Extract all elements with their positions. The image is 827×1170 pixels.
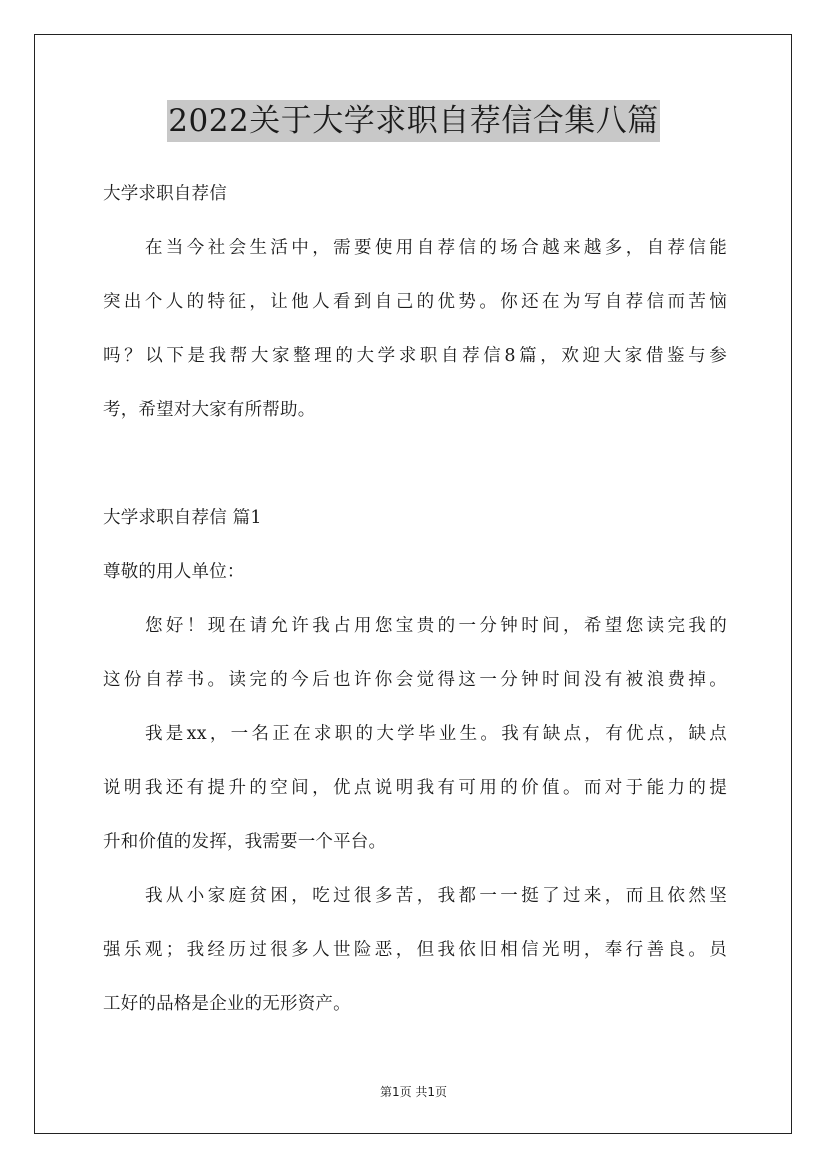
document-title: 2022关于大学求职自荐信合集八篇 xyxy=(167,100,659,142)
paragraph-line: 这份自荐书。读完的今后也许你会觉得这一分钟时间没有被浪费掉。 xyxy=(103,670,727,690)
salutation: 尊敬的用人单位： xyxy=(103,562,245,582)
intro-line: 考，希望对大家有所帮助。 xyxy=(103,400,316,420)
paragraph-line: 我是xx，一名正在求职的大学毕业生。我有缺点，有优点，缺点 xyxy=(145,724,727,744)
title-container xyxy=(0,100,827,142)
intro-line: 突出个人的特征，让他人看到自己的优势。你还在为写自荐信而苦恼 xyxy=(103,292,727,312)
intro-line: 吗？以下是我帮大家整理的大学求职自荐信8篇，欢迎大家借鉴与参 xyxy=(103,346,727,366)
paragraph-line: 升和价值的发挥，我需要一个平台。 xyxy=(103,832,387,852)
paragraph-line: 我从小家庭贫困，吃过很多苦，我都一一挺了过来，而且依然坚 xyxy=(145,886,727,906)
article-heading: 大学求职自荐信 篇1 xyxy=(103,508,262,528)
intro-line: 在当今社会生活中，需要使用自荐信的场合越来越多，自荐信能 xyxy=(145,238,727,258)
section-heading: 大学求职自荐信 xyxy=(103,184,227,204)
paragraph-line: 说明我还有提升的空间，优点说明我有可用的价值。而对于能力的提 xyxy=(103,778,727,798)
paragraph-line: 工好的品格是企业的无形资产。 xyxy=(103,994,351,1014)
page-footer: 第1页 共1页 xyxy=(379,1085,448,1099)
paragraph-line: 您好！现在请允许我占用您宝贵的一分钟时间，希望您读完我的 xyxy=(145,616,727,636)
paragraph-line: 强乐观；我经历过很多人世险恶，但我依旧相信光明，奉行善良。员 xyxy=(103,940,727,960)
